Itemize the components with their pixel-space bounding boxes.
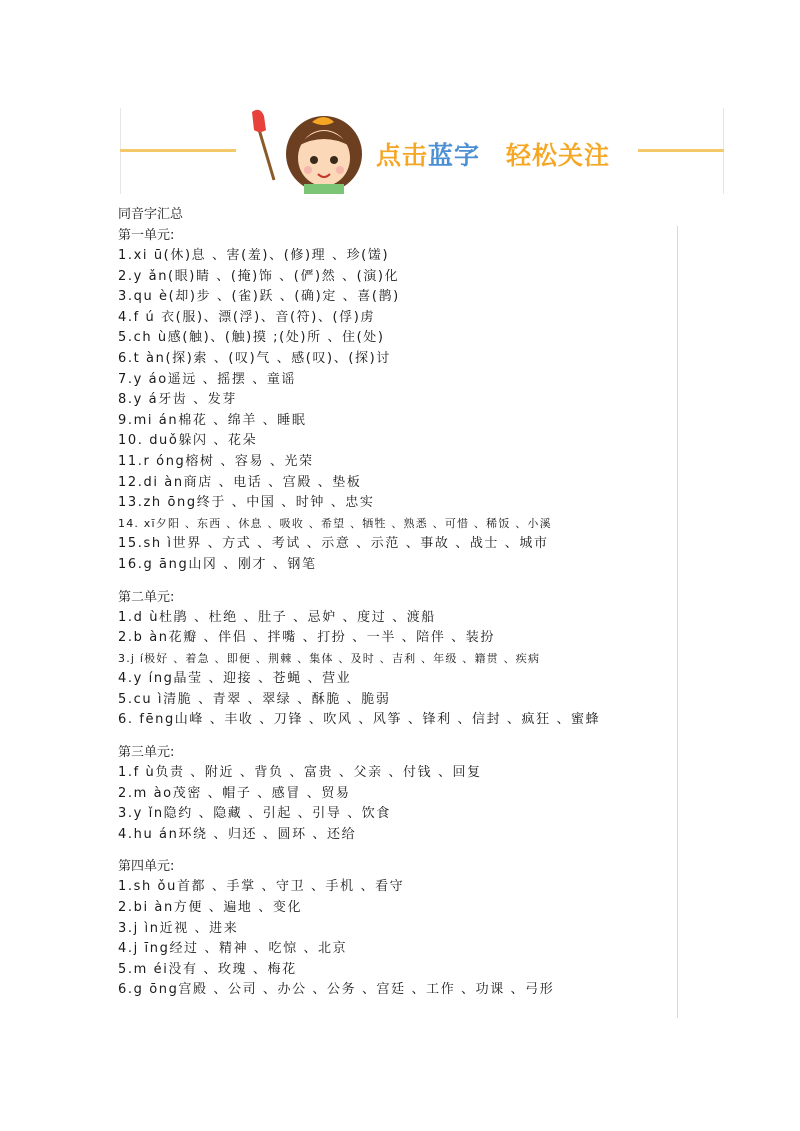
list-item: 4.f ú 衣(服)、漂(浮)、音(符)、(俘)虏 xyxy=(118,309,376,325)
list-item: 15.sh ì世界 、方式 、考试 、示意 、示范 、事故 、战士 、城市 xyxy=(118,536,549,552)
list-item: 2.y ǎn(眼)睛 、(掩)饰 、(俨)然 、(演)化 xyxy=(118,268,400,284)
banner-line-right xyxy=(638,149,724,152)
list-item: 16.g āng山冈 、刚才 、钢笔 xyxy=(118,556,317,572)
list-item: 8.y á牙齿 、发芽 xyxy=(118,392,237,408)
doc-title: 同音字汇总 xyxy=(118,207,184,222)
unit-title: 第二单元: xyxy=(118,589,175,605)
unit-title: 第四单元: xyxy=(118,859,175,875)
list-item: 5.cu ì清脆 、青翠 、翠绿 、酥脆 、脆弱 xyxy=(118,691,391,707)
follow-banner[interactable] xyxy=(120,108,724,194)
list-item: 4.y íng晶莹 、迎接 、苍蝇 、营业 xyxy=(118,671,352,687)
list-item: 4.j īng经过 、精神 、吃惊 、北京 xyxy=(118,941,348,957)
list-item: 1.d ù杜鹃 、杜绝 、肚子 、忌妒 、度过 、渡船 xyxy=(118,609,436,625)
list-item: 13.zh ōng终于 、中国 、时钟 、忠实 xyxy=(118,495,375,511)
list-item: 6.t àn(探)索 、(叹)气 、感(叹)、(探)讨 xyxy=(118,350,391,366)
list-item: 1.f ù负责 、附近 、背负 、富贵 、父亲 、付钱 、回复 xyxy=(118,765,482,781)
list-item: 14. xī夕阳 、东西 、休息 、吸收 、希望 、牺牲 、熟悉 、可惜 、稀饭 、小溪 xyxy=(118,516,552,530)
cta-part2: 蓝字 xyxy=(428,141,481,170)
list-item: 3.y ǐn隐约 、隐藏 、引起 、引导 、饮食 xyxy=(118,806,392,822)
list-item: 6. fēng山峰 、丰收 、刀锋 、吹风 、风筝 、锋利 、信封 、疯狂 、蜜蜂 xyxy=(118,712,601,728)
list-item: 1.xi ū(休)息 、害(羞)、(修)理 、珍(馐) xyxy=(118,248,390,263)
list-item: 2.b àn花瓣 、伴侣 、拌嘴 、打扮 、一半 、陪伴 、装扮 xyxy=(118,630,495,646)
list-item: 5.ch ù感(触)、(触)摸 ;(处)所 、住(处) xyxy=(118,330,385,346)
cartoon-girl-icon xyxy=(238,108,362,194)
list-item: 7.y áo遥远 、摇摆 、童谣 xyxy=(118,371,297,387)
unit-title: 第一单元: xyxy=(118,228,175,243)
document-body xyxy=(118,204,678,1001)
list-item: 10. duǒ躲闪 、花朵 xyxy=(118,433,258,449)
list-item: 2.bi àn方便 、遍地 、变化 xyxy=(118,900,303,916)
banner-line-left xyxy=(120,149,236,152)
list-item: 1.sh ǒu首都 、手掌 、守卫 、手机 、看守 xyxy=(118,879,405,895)
list-item: 9.mi án棉花 、绵羊 、睡眠 xyxy=(118,412,307,428)
list-item: 3.j ìn近视 、进来 xyxy=(118,920,239,936)
list-item: 6.g ōng宫殿 、公司 、办公 、公务 、宫廷 、工作 、功课 、弓形 xyxy=(118,982,555,998)
list-item: 2.m ào茂密 、帽子 、感冒 、贸易 xyxy=(118,785,351,801)
follow-cta xyxy=(376,136,610,172)
list-item: 4.hu án环绕 、归还 、圆环 、还给 xyxy=(118,826,357,842)
unit-title: 第三单元: xyxy=(118,745,175,761)
cta-part3: 轻松关注 xyxy=(506,141,611,170)
list-item: 11.r óng榕树 、容易 、光荣 xyxy=(118,453,314,469)
list-item: 12.di àn商店 、电话 、宫殿 、垫板 xyxy=(118,474,362,490)
cta-part1: 点击 xyxy=(376,141,429,170)
list-item: 3.qu è(却)步 、(雀)跃 、(确)定 、喜(鹊) xyxy=(118,289,400,305)
list-item: 3.j í极好 、着急 、即便 、荆棘 、集体 、及时 、吉利 、年级 、籍贯 、疾病 xyxy=(118,651,541,665)
list-item: 5.m éi没有 、玫瑰 、梅花 xyxy=(118,961,297,977)
